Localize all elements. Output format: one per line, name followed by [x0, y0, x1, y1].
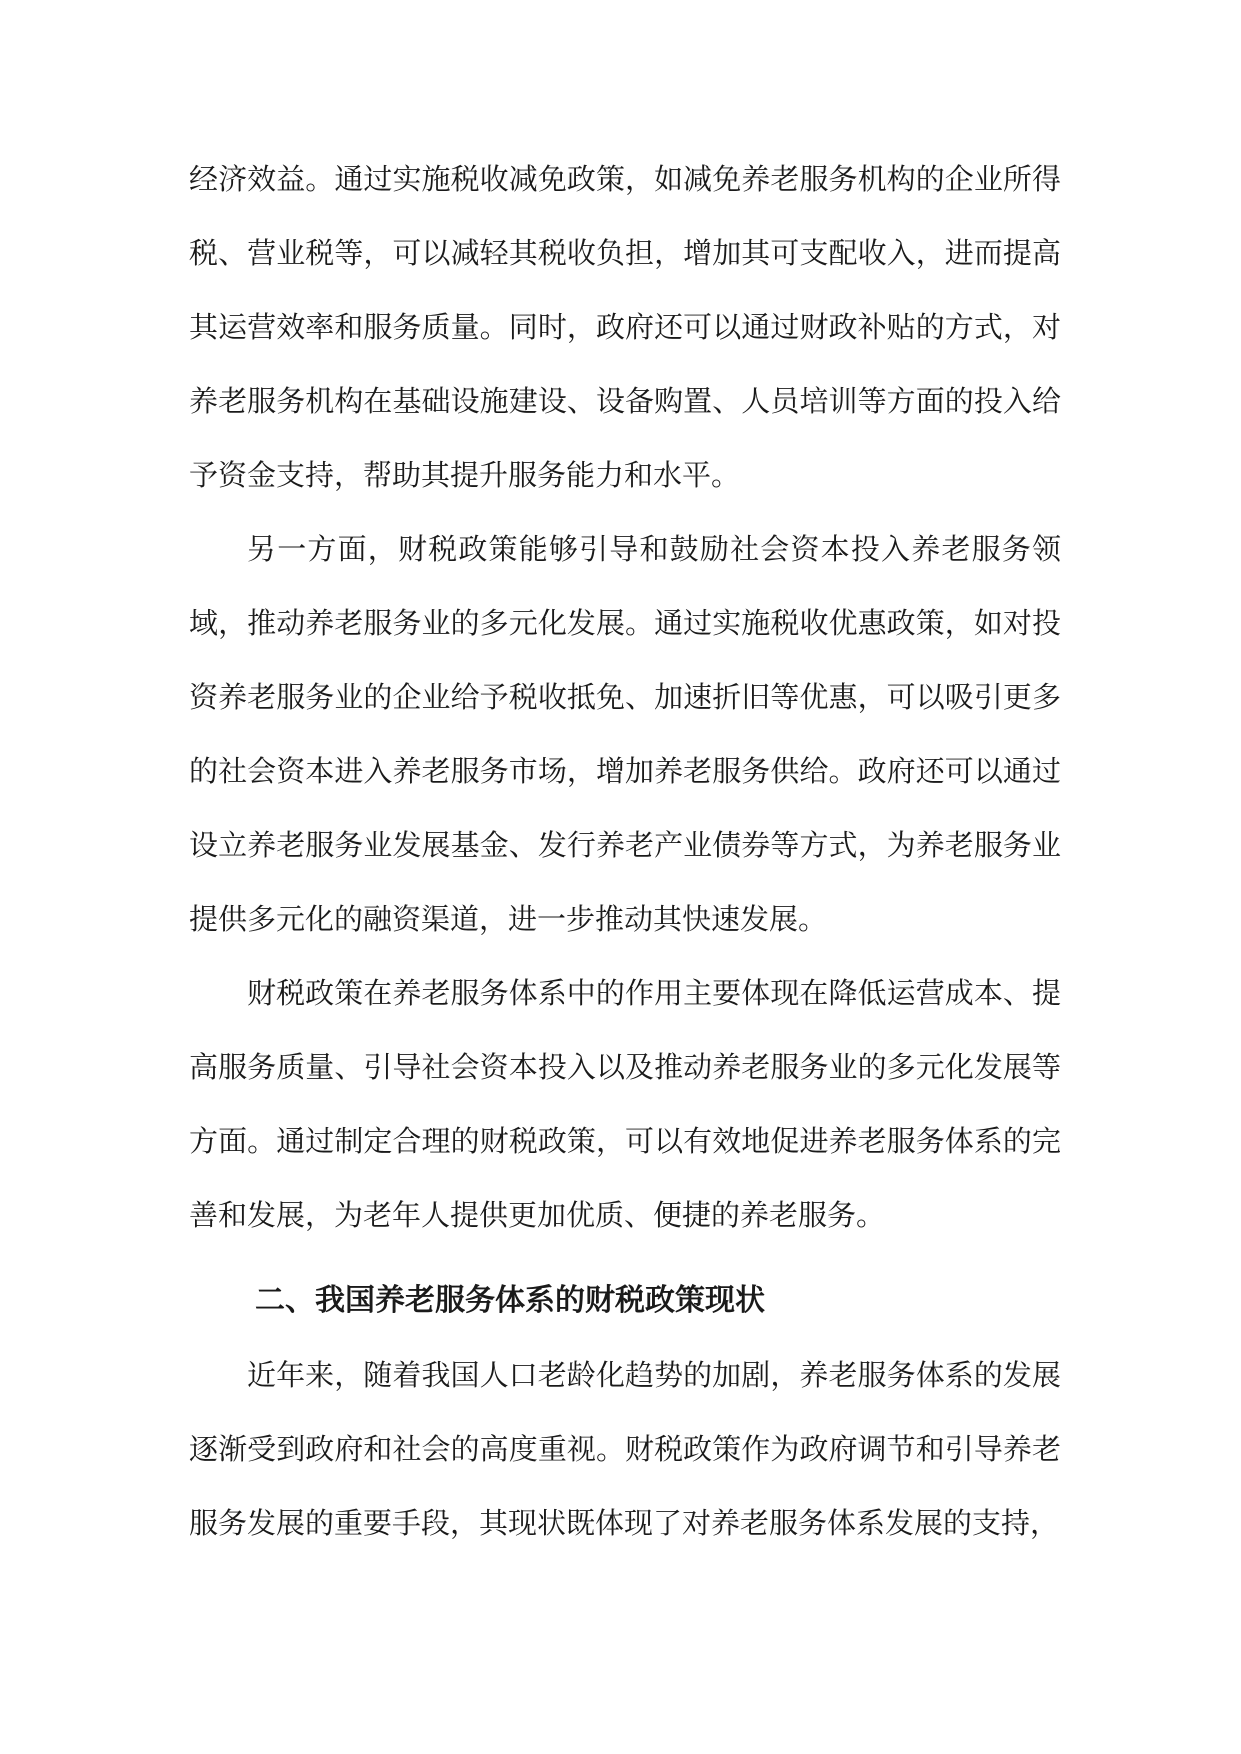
body-paragraph-1: 经济效益。通过实施税收减免政策，如减免养老服务机构的企业所得税、营业税等，可以减轻其税收负担，增加其可支配收入，进而提高其运营效率和服务质量。同时，政府还可以通过财政补贴的方式，对养老服务机构在基础设施建设、设备购置、人员培训等方面的投入给予资金支持，帮助其提升服务能力和水平。 [189, 162, 1061, 492]
body-paragraph-2: 另一方面，财税政策能够引导和鼓励社会资本投入养老服务领域，推动养老服务业的多元化发展。通过实施税收优惠政策，如对投资养老服务业的企业给予税收抵免、加速折旧等优惠，可以吸引更多的社会资本进入养老服务市场，增加养老服务供给。政府还可以通过设立养老服务业发展基金、发行养老产业债券等方式，为养老服务业提供多元化的融资渠道，进一步推动其快速发展。 [189, 532, 1061, 936]
section-heading: 二、我国养老服务体系的财税政策现状 [255, 1283, 765, 1318]
document-body [189, 142, 1061, 1560]
body-paragraph-3: 财税政策在养老服务体系中的作用主要体现在降低运营成本、提高服务质量、引导社会资本投入以及推动养老服务业的多元化发展等方面。通过制定合理的财税政策，可以有效地促进养老服务体系的完善和发展，为老年人提供更加优质、便捷的养老服务。 [189, 976, 1061, 1232]
section-paragraph-1: 近年来，随着我国人口老龄化趋势的加剧，养老服务体系的发展逐渐受到政府和社会的高度重视。财税政策作为政府调节和引导养老服务发展的重要手段，其现状既体现了对养老服务体系发展的支持， [189, 1358, 1061, 1540]
